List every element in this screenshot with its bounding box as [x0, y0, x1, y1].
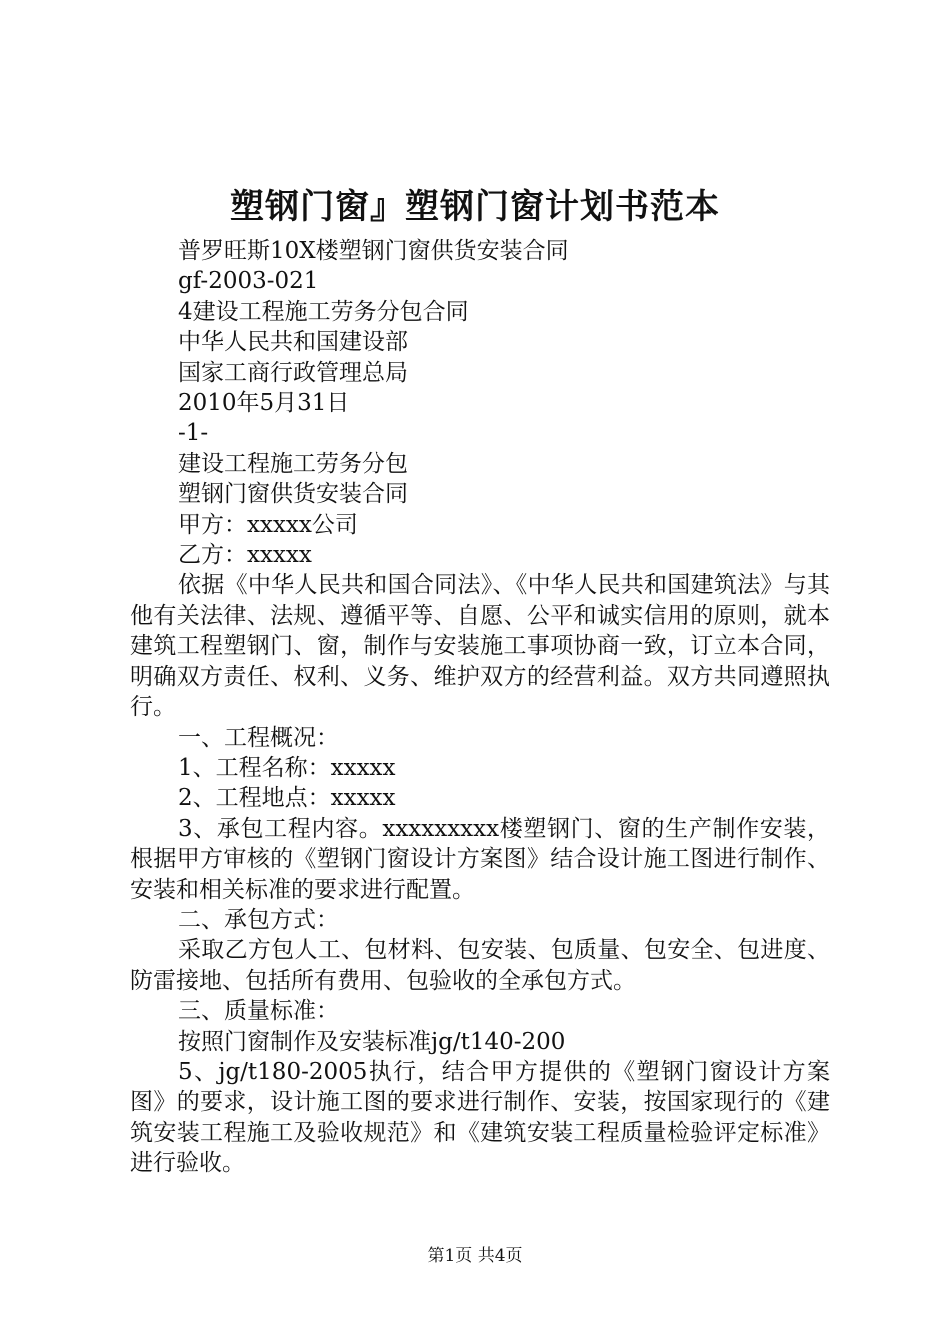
- section-1-heading: 一、工程概况：: [178, 724, 339, 751]
- quality-standard-line: 按照门窗制作及安装标准jg/t140-200: [178, 1028, 566, 1055]
- contract-method-paragraph: 采取乙方包人工、包材料、包安装、包质量、包安全、包进度、防雷接地、包括所有费用、包验收的全承包方式。: [130, 937, 830, 994]
- header-line-contract-type: 4建设工程施工劳务分包合同: [178, 298, 469, 325]
- section-3-heading: 三、质量标准：: [178, 998, 339, 1025]
- header-line-bureau: 国家工商行政管理总局: [178, 359, 408, 386]
- document-title: 塑钢门窗』塑钢门窗计划书范本: [230, 187, 720, 227]
- party-a-line: 甲方：xxxxx公司: [178, 511, 358, 538]
- header-line-subcontract: 建设工程施工劳务分包: [178, 450, 408, 477]
- party-b-line: 乙方：xxxxx: [178, 542, 312, 569]
- quality-standard-paragraph: 5、jg/t180-2005执行，结合甲方提供的《塑钢门窗设计方案图》的要求，设计施工图的要求进行制作、安装，按国家现行的《建筑安装工程施工及验收规范》和《建筑安装工程质量检验评定标准》进行验收。: [130, 1058, 830, 1177]
- header-line-project: 普罗旺斯10X楼塑钢门窗供货安装合同: [178, 238, 569, 264]
- project-scope-paragraph: 3、承包工程内容。xxxxxxxxx楼塑钢门、窗的生产制作安装，根据甲方审核的《塑钢门窗设计方案图》结合设计施工图进行制作、安装和相关标准的要求进行配置。: [130, 815, 830, 903]
- page-footer: 第1页 共4页: [427, 1246, 523, 1266]
- document-body: [130, 236, 830, 1179]
- intro-paragraph: 依据《中华人民共和国合同法》、《中华人民共和国建筑法》与其他有关法律、法规、遵循平等、自愿、公平和诚实信用的原则，就本建筑工程塑钢门、窗，制作与安装施工事项协商一致，订立本合同，明确双方责任、权利、义务、维护双方的经营利益。双方共同遵照执行。: [130, 572, 830, 721]
- header-line-page-mark: -1-: [178, 420, 209, 447]
- header-line-contract-name: 塑钢门窗供货安装合同: [178, 481, 408, 508]
- header-line-code: gf-2003-021: [178, 268, 319, 295]
- section-2-heading: 二、承包方式：: [178, 906, 339, 933]
- project-location-line: 2、工程地点：xxxxx: [178, 785, 396, 812]
- header-line-date: 2010年5月31日: [178, 390, 350, 417]
- project-name-line: 1、工程名称：xxxxx: [178, 754, 396, 781]
- header-line-ministry: 中华人民共和国建设部: [178, 329, 408, 356]
